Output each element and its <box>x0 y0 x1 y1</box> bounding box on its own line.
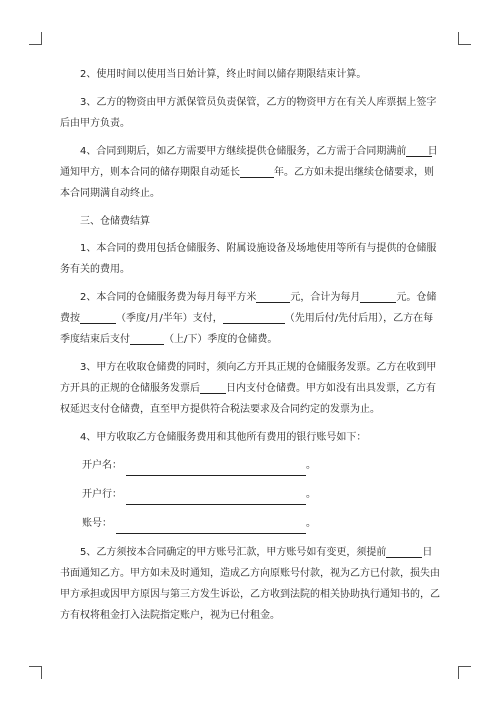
clause-3-3 <box>60 357 442 420</box>
crop-mark-top-right <box>458 32 471 45</box>
crop-mark-top-left <box>29 32 42 45</box>
crop-mark-bottom-left <box>29 666 42 679</box>
clause-3-2-text-b: 元，合计为每月 <box>290 292 361 303</box>
document-body <box>60 64 442 633</box>
clause-3-3-text-a: 3、甲方在收取仓储费的同时，须向乙方开具正规的仓储服务发票。乙方在收到甲方开具的正规的仓储服务发票后 <box>60 362 437 394</box>
blank-notice-days-b <box>416 143 428 157</box>
blank-extend-years <box>240 164 274 178</box>
clause-3-2-text-f: （上/下）季度的仓储费。 <box>164 334 278 345</box>
clause-3-2-text-e: （先用后付/先付后用），乙方在每季度结束后支付 <box>60 313 434 345</box>
blank-bank-name <box>126 491 306 505</box>
clause-2-4-text-c: 年。乙方如未提出继续仓储要求，则本合同期满自动终止。 <box>60 167 434 199</box>
field-account-name-end: 。 <box>306 460 316 471</box>
section-3-heading: 三、仓储费结算 <box>80 216 150 227</box>
blank-account-number <box>116 520 306 534</box>
blank-advance-notice-days <box>386 544 422 558</box>
clause-3-5-text-a: 5、乙方须按本合同确定的甲方账号汇款，甲方账号如有变更，须提前 <box>80 547 387 558</box>
field-account-number-end: 。 <box>306 518 316 529</box>
clause-3-2 <box>60 287 442 350</box>
field-bank-name-end: 。 <box>306 489 316 500</box>
field-account-name-label: 开户名： <box>82 460 122 471</box>
field-account-number <box>82 513 442 534</box>
clause-3-1: 1、本合同的费用包括仓储服务、附属设施设备及场地使用等所有与提供的仓储服务有关的费用。 <box>60 243 437 275</box>
clause-3-5-text-b: 日书面通知乙方。甲方如未及时通知，造成乙方向原账号付款，视为乙方已付款，损失由甲方承担或因甲方原因与第三方发生诉讼，乙方收到法院的相关协助执行通知书的，乙方有权将租金打入法院指定账户，视为已付租金。 <box>60 547 440 621</box>
clause-3-2-text-d: （季度/月/半年）支付， <box>116 313 223 324</box>
clause-3-3-text-b: 日内支付仓储费。甲方如没有出具发票，乙方有权延迟支付仓储费，直至甲方提供符合税法要求及合同约定的发票为止。 <box>60 383 436 415</box>
clause-2-4 <box>60 141 442 204</box>
clause-3-5 <box>60 542 442 626</box>
blank-account-name <box>126 462 306 476</box>
field-bank-name <box>82 484 442 505</box>
field-account-number-label: 账号： <box>82 518 112 529</box>
field-bank-name-label: 开户行： <box>82 489 122 500</box>
blank-payment-mode <box>223 310 285 324</box>
blank-monthly-total <box>360 289 396 303</box>
field-account-name <box>82 455 442 476</box>
crop-mark-bottom-right <box>458 666 471 679</box>
clause-3-2-text-a: 2、本合同的仓储服务费为每月每平方米 <box>80 292 257 303</box>
blank-payment-days <box>200 380 226 394</box>
clause-3-2-text-c: 元。仓储费按 <box>60 292 437 324</box>
blank-price-per-sqm <box>256 289 290 303</box>
blank-quarter-select <box>130 331 164 345</box>
clause-2-4-text-a: 4、合同到期后，如乙方需要甲方继续提供仓储服务，乙方需于合同期满前 <box>80 146 407 157</box>
clause-2-4-text-b: 日通知甲方，则本合同的储存期限自动延长 <box>60 146 438 178</box>
clause-2-3: 3、乙方的物资由甲方派保管员负责保管，乙方的物资甲方在有关人库票据上签字后由甲方负责。 <box>60 97 437 129</box>
clause-2-2: 2、使用时间以使用当日始计算，终止时间以储存期限结束计算。 <box>80 69 367 80</box>
clause-3-4: 4、甲方收取乙方仓储服务费用和其他所有费用的银行账号如下： <box>80 432 367 443</box>
blank-payment-period <box>80 310 116 324</box>
